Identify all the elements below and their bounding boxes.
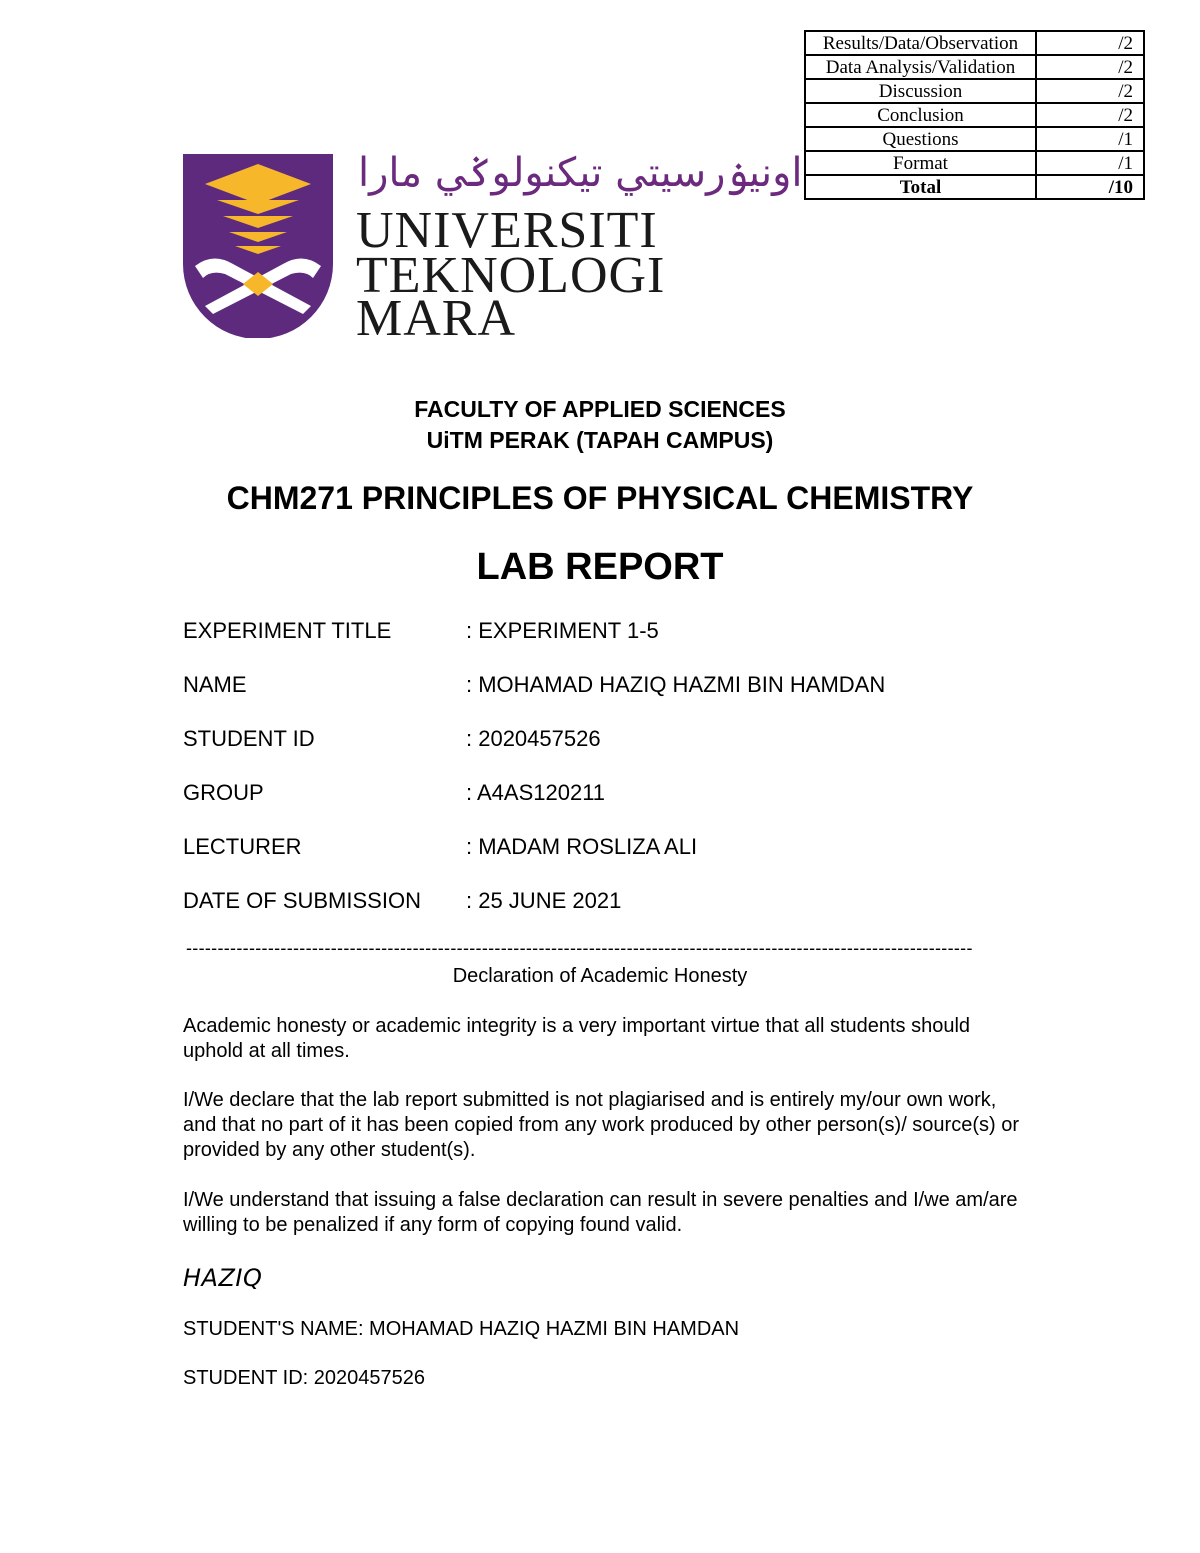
rubric-row: [805, 103, 1144, 127]
rubric-total-score: /10: [1036, 175, 1144, 199]
info-value-student-id: : 2020457526: [466, 726, 601, 751]
rubric-row: [805, 55, 1144, 79]
rubric-score: /1: [1036, 151, 1144, 175]
declaration-paragraph-2: I/We declare that the lab report submitted is not plagiarised and is entirely my/our own work, and that no part of it has been copied from any work produced by other person(s)/ source(s) or provided by any other student(s).: [183, 1089, 1019, 1161]
declaration-paragraph-3: I/We understand that issuing a false declaration can result in severe penalties and I/we am/are willing to be penalized if any form of copying found valid.: [183, 1189, 1018, 1236]
rubric-row: [805, 79, 1144, 103]
rubric-criterion: Questions: [805, 127, 1036, 151]
rubric-table: [804, 30, 1145, 200]
rubric-criterion: Format: [805, 151, 1036, 175]
info-value-experiment-title: : EXPERIMENT 1-5: [466, 618, 659, 643]
logo-word-teknologi: TEKNOLOGI: [356, 247, 666, 304]
logo-word-mara: MARA: [356, 290, 517, 347]
declaration-paragraph-1: Academic honesty or academic integrity is a very important virtue that all students should uphold at all times.: [183, 1015, 971, 1062]
declaration-title: Declaration of Academic Honesty: [452, 965, 748, 987]
report-title: LAB REPORT: [476, 546, 724, 588]
rubric-row: [805, 151, 1144, 175]
course-title: CHM271 PRINCIPLES OF PHYSICAL CHEMISTRY: [226, 480, 974, 516]
uitm-crest-logo: [183, 154, 333, 338]
info-label-experiment-title: EXPERIMENT TITLE: [183, 618, 392, 643]
rubric-score: /2: [1036, 31, 1144, 55]
rubric-score: /2: [1036, 79, 1144, 103]
rubric-score: /2: [1036, 103, 1144, 127]
rubric-score: /1: [1036, 127, 1144, 151]
rubric-row: [805, 31, 1144, 55]
rubric-total-row: [805, 175, 1144, 199]
campus-heading: UiTM PERAK (TAPAH CAMPUS): [426, 427, 774, 453]
student-id-line: STUDENT ID: 2020457526: [183, 1367, 425, 1389]
info-value-date-of-submission: : 25 JUNE 2021: [466, 888, 622, 913]
student-name-line: STUDENT'S NAME: MOHAMAD HAZIQ HAZMI BIN HAMDAN: [183, 1318, 740, 1340]
info-label-name: NAME: [183, 672, 247, 697]
info-label-lecturer: LECTURER: [183, 834, 302, 859]
info-value-lecturer: : MADAM ROSLIZA ALI: [466, 834, 698, 859]
info-value-name: : MOHAMAD HAZIQ HAZMI BIN HAMDAN: [466, 672, 886, 697]
logo-jawi-text: اونيۏرسيتي تيکنولوݢي مارا: [358, 150, 803, 196]
faculty-heading: FACULTY OF APPLIED SCIENCES: [414, 396, 786, 422]
rubric-criterion: Discussion: [805, 79, 1036, 103]
info-label-group: GROUP: [183, 780, 264, 805]
rubric-criterion: Conclusion: [805, 103, 1036, 127]
info-value-group: : A4AS120211: [466, 780, 606, 805]
rubric-criterion: Results/Data/Observation: [805, 31, 1036, 55]
logo-word-universiti: UNIVERSITI: [356, 202, 658, 259]
rubric-total-label: Total: [805, 175, 1036, 199]
info-label-date-of-submission: DATE OF SUBMISSION: [183, 888, 421, 913]
rubric-criterion: Data Analysis/Validation: [805, 55, 1036, 79]
info-label-student-id: STUDENT ID: [183, 726, 315, 751]
rubric-row: [805, 127, 1144, 151]
separator-line: -----------------------------------------------------------------------------------------------------------------------------: [186, 938, 973, 958]
rubric-score: /2: [1036, 55, 1144, 79]
signature: HAZIQ: [183, 1264, 263, 1292]
